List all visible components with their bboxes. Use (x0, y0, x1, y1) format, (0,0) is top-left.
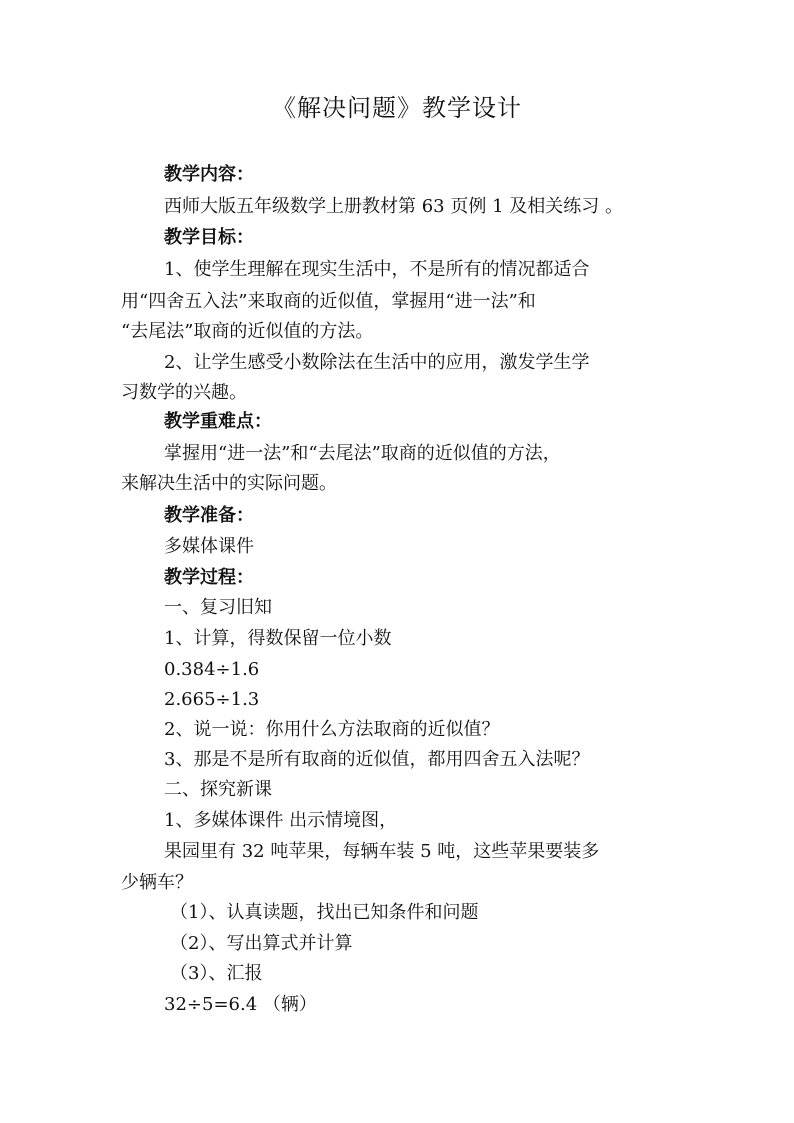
paragraph-line: 2、让学生感受小数除法在生活中的应用，激发学生学 (164, 352, 590, 373)
paragraph-line: 习数学的兴趣。 (121, 382, 247, 403)
paragraph-line: 多媒体课件 (164, 536, 254, 557)
math-expression: 2.665÷1.3 (164, 689, 260, 710)
paragraph-line: 来解决生活中的实际问题。 (121, 473, 337, 494)
list-item: （1）、认真读题，找出已知条件和问题 (170, 902, 479, 923)
heading-preparation: 教学准备： (164, 505, 254, 526)
math-expression: 0.384÷1.6 (164, 659, 260, 680)
heading-teaching-goals: 教学目标： (164, 227, 254, 248)
heading-key-points: 教学重难点： (164, 411, 272, 432)
math-expression: 32÷5=6.4 （辆） (164, 994, 317, 1015)
paragraph-line: 1、使学生理解在现实生活中，不是所有的情况都适合 (164, 259, 590, 280)
paragraph-line: 用“四舍五入法”来取商的近似值，掌握用“进一法”和 (121, 291, 536, 312)
paragraph-line: 3、那是不是所有取商的近似值，都用四舍五入法呢？ (164, 749, 590, 770)
paragraph-line: “去尾法”取商的近似值的方法。 (121, 321, 374, 342)
list-item: （2）、写出算式并计算 (170, 933, 353, 954)
paragraph-line: 少辆车？ (121, 872, 193, 893)
paragraph-line: 果园里有 32 吨苹果，每辆车装 5 吨，这些苹果要装多 (164, 841, 600, 862)
section-heading: 一、复习旧知 (164, 597, 272, 618)
paragraph-line: 2、说一说：你用什么方法取商的近似值？ (164, 719, 500, 740)
section-heading: 二、探究新课 (164, 779, 272, 800)
paragraph-line: 1、多媒体课件 出示情境图， (164, 810, 398, 831)
paragraph-line: 掌握用“进一法”和“去尾法”取商的近似值的方法， (164, 443, 561, 464)
list-item: （3）、汇报 (170, 963, 263, 984)
paragraph-line: 西师大版五年级数学上册教材第 63 页例 1 及相关练习 。 (164, 196, 623, 217)
heading-teaching-process: 教学过程： (164, 567, 254, 588)
heading-teaching-content: 教学内容： (164, 164, 254, 185)
paragraph-line: 1、计算，得数保留一位小数 (164, 628, 392, 649)
document-title: 《解决问题》教学设计 (272, 94, 522, 122)
